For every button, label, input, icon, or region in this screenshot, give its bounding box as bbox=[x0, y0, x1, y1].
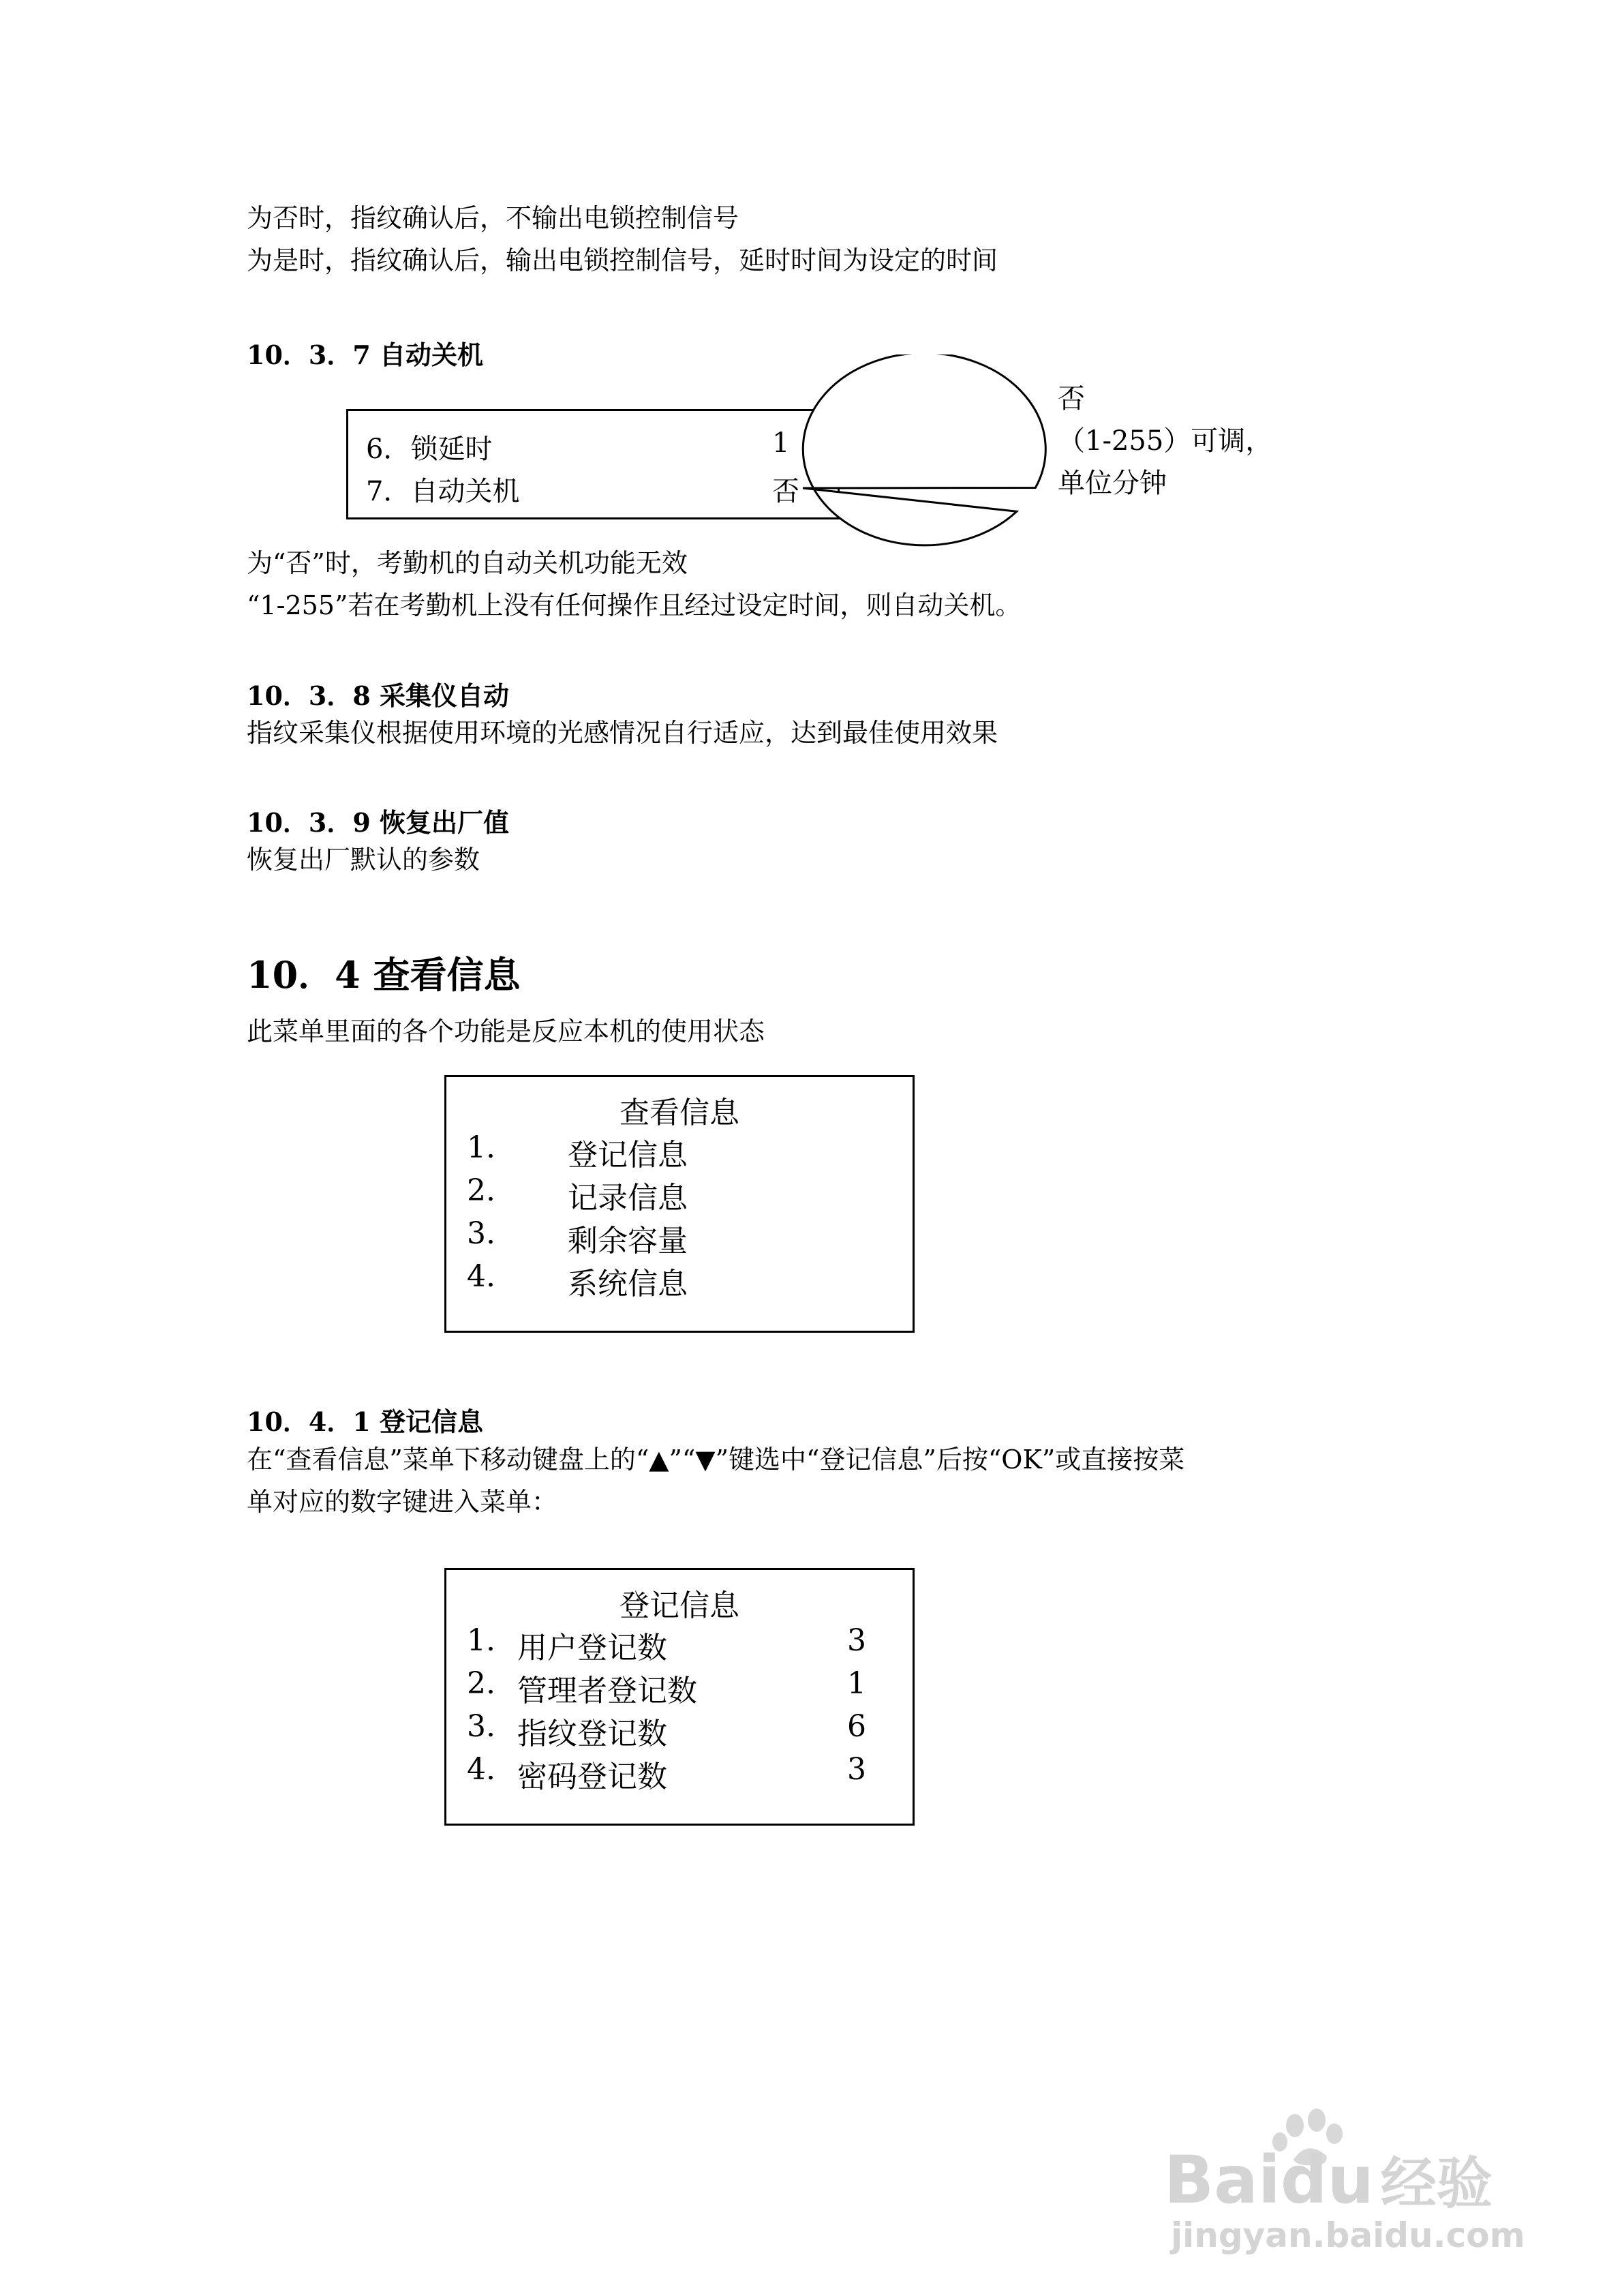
menu-title: 查看信息 bbox=[619, 1096, 739, 1130]
menu-row-value: 否 bbox=[772, 476, 799, 507]
watermark-brand-a: Bai bbox=[1164, 2142, 1281, 2218]
menu-item-value: 3 bbox=[847, 1752, 866, 1787]
menu-item-value: 6 bbox=[847, 1709, 866, 1744]
menu-item-num: 2. bbox=[467, 1666, 495, 1701]
lcd-menu-view-info bbox=[444, 1075, 915, 1333]
callout-line-2: （1-255）可调， bbox=[1058, 425, 1273, 457]
menu-item-remaining-capacity: 剩余容量 bbox=[568, 1224, 688, 1258]
heading-10-4-1: 10．4．1 登记信息 bbox=[247, 1406, 483, 1437]
menu-item-num: 2. bbox=[467, 1173, 495, 1208]
menu-row-label: 7．自动关机 bbox=[366, 476, 520, 507]
heading-10-3-7: 10．3．7 自动关机 bbox=[247, 339, 483, 370]
intro-line-2: 为是时，指纹确认后，输出电锁控制信号，延时时间为设定的时间 bbox=[247, 245, 998, 275]
menu-item-fingerprint-count: 指纹登记数 bbox=[517, 1717, 667, 1751]
menu-item-num: 1. bbox=[467, 1623, 495, 1658]
menu-item-num: 3. bbox=[467, 1709, 495, 1744]
heading-10-3-8: 10．3．8 采集仪自动 bbox=[247, 680, 509, 711]
menu-item-password-count: 密码登记数 bbox=[517, 1759, 667, 1794]
baidu-jingyan-watermark bbox=[1164, 2113, 1546, 2255]
desc-10-4-1-line-2: 单对应的数字键进入菜单： bbox=[247, 1487, 558, 1517]
heading-10-4: 10．4 查看信息 bbox=[247, 953, 521, 997]
menu-row-value: 1 bbox=[772, 427, 790, 459]
desc-10-3-9: 恢复出厂默认的参数 bbox=[247, 845, 480, 875]
lcd-menu-auto-off bbox=[346, 409, 840, 519]
menu-item-value: 1 bbox=[847, 1666, 866, 1701]
menu-item-register-info: 登记信息 bbox=[568, 1138, 688, 1173]
menu-item-num: 4. bbox=[467, 1259, 495, 1294]
watermark-url: jingyan.baidu.com bbox=[1171, 2216, 1525, 2255]
menu-item-system-info: 系统信息 bbox=[568, 1267, 688, 1301]
lcd-menu-register-info bbox=[444, 1568, 915, 1826]
menu-item-user-count: 用户登记数 bbox=[517, 1631, 667, 1665]
menu-item-admin-count: 管理者登记数 bbox=[517, 1674, 697, 1708]
callout-line-1: 否 bbox=[1058, 383, 1085, 414]
desc-10-4-1-line-1: 在“查看信息”菜单下移动键盘上的“▲”“▼”键选中“登记信息”后按“OK”或直接按菜 bbox=[247, 1445, 1185, 1475]
desc-10-3-7-line-2: “1-255”若在考勤机上没有任何操作且经过设定时间，则自动关机。 bbox=[247, 590, 1022, 620]
menu-item-record-info: 记录信息 bbox=[568, 1181, 688, 1215]
menu-item-num: 4. bbox=[467, 1752, 495, 1787]
menu-row-label: 6．锁延时 bbox=[366, 434, 493, 465]
menu-item-num: 1. bbox=[467, 1130, 495, 1165]
intro-line-1: 为否时，指纹确认后，不输出电锁控制信号 bbox=[247, 203, 739, 233]
menu-title: 登记信息 bbox=[619, 1588, 739, 1623]
watermark-brand-cn: 经验 bbox=[1380, 2151, 1493, 2216]
heading-10-3-9: 10．3．9 恢复出厂值 bbox=[247, 807, 509, 838]
callout-line-3: 单位分钟 bbox=[1058, 468, 1167, 499]
desc-10-3-8: 指纹采集仪根据使用环境的光感情况自行适应，达到最佳使用效果 bbox=[247, 718, 998, 748]
menu-item-num: 3. bbox=[467, 1216, 495, 1251]
desc-10-3-7-line-1: 为“否”时，考勤机的自动关机功能无效 bbox=[247, 548, 688, 578]
watermark-brand-b: du bbox=[1280, 2142, 1374, 2218]
desc-10-4: 此菜单里面的各个功能是反应本机的使用状态 bbox=[247, 1016, 765, 1046]
menu-item-value: 3 bbox=[847, 1623, 866, 1658]
